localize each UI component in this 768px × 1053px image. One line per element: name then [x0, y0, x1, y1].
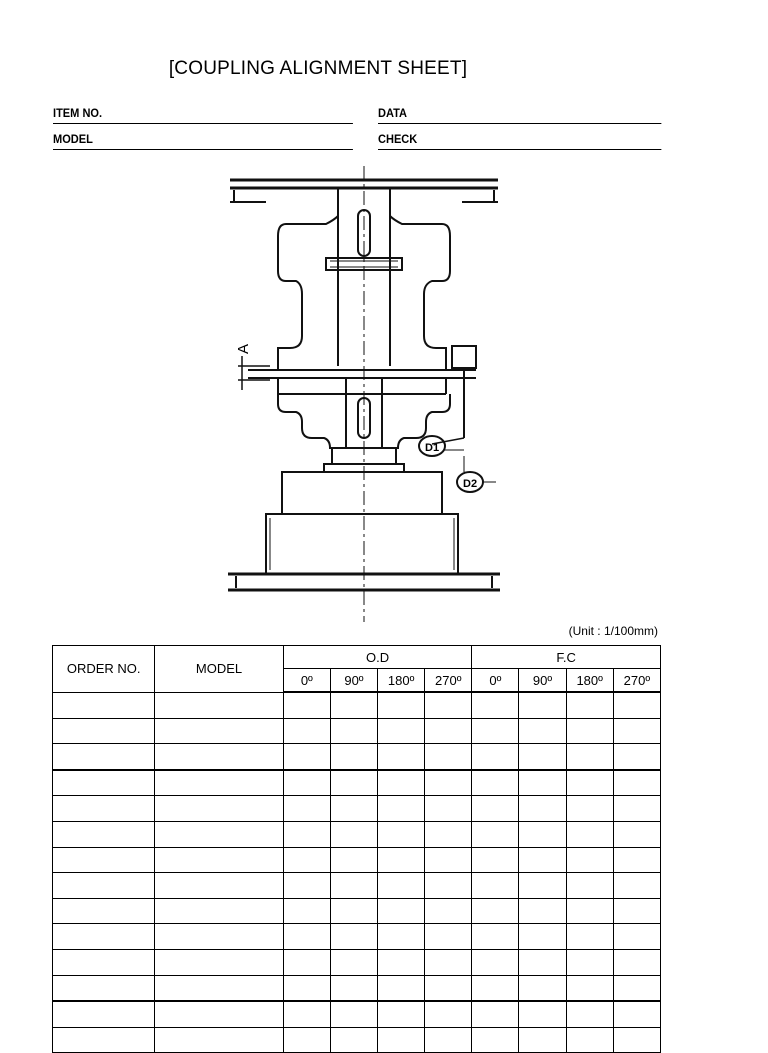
table-cell[interactable]	[155, 898, 283, 924]
od-angle-270: 270º	[425, 669, 472, 693]
table-cell[interactable]	[378, 718, 425, 744]
od-angle-180: 180º	[378, 669, 425, 693]
table-cell[interactable]	[425, 949, 472, 975]
table-row	[53, 898, 661, 924]
table-cell[interactable]	[53, 821, 155, 847]
table-cell[interactable]	[53, 1001, 155, 1027]
table-cell[interactable]	[472, 796, 519, 822]
table-cell[interactable]	[566, 949, 613, 975]
table-cell[interactable]	[425, 924, 472, 950]
table-cell[interactable]	[155, 770, 283, 796]
table-cell[interactable]	[155, 744, 283, 770]
fc-header: F.C	[472, 646, 661, 669]
fc-angle-270: 270º	[613, 669, 660, 693]
table-cell[interactable]	[378, 770, 425, 796]
table-row	[53, 770, 661, 796]
table-cell[interactable]	[330, 821, 377, 847]
table-body	[53, 692, 661, 1053]
table-cell[interactable]	[378, 1001, 425, 1027]
table-cell[interactable]	[472, 847, 519, 873]
table-cell[interactable]	[425, 718, 472, 744]
table-cell[interactable]	[519, 975, 566, 1001]
table-cell[interactable]	[155, 847, 283, 873]
table-cell[interactable]	[155, 975, 283, 1001]
od-angle-90: 90º	[330, 669, 377, 693]
table-cell[interactable]	[472, 949, 519, 975]
page-title: [COUPLING ALIGNMENT SHEET]	[168, 58, 468, 79]
table-cell[interactable]	[566, 1027, 613, 1053]
table-cell[interactable]	[378, 744, 425, 770]
table-cell[interactable]	[283, 692, 330, 718]
table-row	[53, 692, 661, 718]
table-cell[interactable]	[53, 692, 155, 718]
table-cell[interactable]	[283, 898, 330, 924]
table-cell[interactable]	[155, 1027, 283, 1053]
table-cell[interactable]	[155, 924, 283, 950]
table-cell[interactable]	[378, 975, 425, 1001]
table-cell[interactable]	[425, 975, 472, 1001]
table-cell[interactable]	[566, 796, 613, 822]
table-cell[interactable]	[283, 1027, 330, 1053]
table-cell[interactable]	[472, 873, 519, 899]
table-cell[interactable]	[330, 1001, 377, 1027]
table-cell[interactable]	[472, 1027, 519, 1053]
table-cell[interactable]	[53, 949, 155, 975]
table-row	[53, 873, 661, 899]
table-row	[53, 821, 661, 847]
table-cell[interactable]	[283, 770, 330, 796]
table-cell[interactable]	[425, 873, 472, 899]
table-cell[interactable]	[425, 1001, 472, 1027]
table-cell[interactable]	[378, 949, 425, 975]
table-cell[interactable]	[155, 1001, 283, 1027]
dial-2-label: D2	[463, 478, 478, 490]
od-angle-0: 0º	[283, 669, 330, 693]
table-cell[interactable]	[155, 692, 283, 718]
item-no-label: ITEM NO.	[53, 106, 103, 120]
alignment-table	[52, 645, 661, 1053]
table-cell[interactable]	[378, 796, 425, 822]
table-cell[interactable]	[519, 718, 566, 744]
table-cell[interactable]	[330, 975, 377, 1001]
table-cell[interactable]	[330, 770, 377, 796]
data-label: DATA	[378, 106, 408, 120]
table-row	[53, 847, 661, 873]
dimension-a-label: A	[235, 343, 252, 354]
table-cell[interactable]	[472, 718, 519, 744]
table-cell[interactable]	[472, 821, 519, 847]
table-row	[53, 949, 661, 975]
table-cell[interactable]	[613, 949, 660, 975]
table-cell[interactable]	[330, 744, 377, 770]
table-cell[interactable]	[425, 1027, 472, 1053]
model-field[interactable]	[53, 129, 353, 150]
table-cell[interactable]	[425, 770, 472, 796]
table-cell[interactable]	[53, 770, 155, 796]
table-cell[interactable]	[53, 744, 155, 770]
table-cell[interactable]	[283, 1001, 330, 1027]
table-cell[interactable]	[330, 1027, 377, 1053]
table-cell[interactable]	[330, 847, 377, 873]
table-cell[interactable]	[566, 847, 613, 873]
table-cell[interactable]	[519, 924, 566, 950]
table-cell[interactable]	[283, 744, 330, 770]
table-cell[interactable]	[330, 924, 377, 950]
table-cell[interactable]	[566, 718, 613, 744]
table-cell[interactable]	[613, 796, 660, 822]
table-cell[interactable]	[472, 898, 519, 924]
table-cell[interactable]	[519, 847, 566, 873]
table-row	[53, 924, 661, 950]
table-cell[interactable]	[613, 718, 660, 744]
table-cell[interactable]	[472, 770, 519, 796]
table-cell[interactable]	[283, 847, 330, 873]
table-cell[interactable]	[472, 1001, 519, 1027]
table-cell[interactable]	[519, 949, 566, 975]
table-cell[interactable]	[613, 1001, 660, 1027]
table-cell[interactable]	[330, 692, 377, 718]
table-cell[interactable]	[613, 975, 660, 1001]
table-cell[interactable]	[283, 821, 330, 847]
table-cell[interactable]	[53, 796, 155, 822]
fc-angle-180: 180º	[566, 669, 613, 693]
table-cell[interactable]	[519, 692, 566, 718]
table-cell[interactable]	[330, 873, 377, 899]
table-cell[interactable]	[425, 898, 472, 924]
table-cell[interactable]	[53, 847, 155, 873]
table-cell[interactable]	[566, 770, 613, 796]
table-row	[53, 744, 661, 770]
table-cell[interactable]	[613, 873, 660, 899]
table-cell[interactable]	[566, 975, 613, 1001]
table-cell[interactable]	[283, 949, 330, 975]
table-cell[interactable]	[283, 975, 330, 1001]
table-cell[interactable]	[519, 1027, 566, 1053]
table-cell[interactable]	[566, 924, 613, 950]
check-field[interactable]	[378, 129, 661, 150]
table-cell[interactable]	[613, 924, 660, 950]
table-cell[interactable]	[519, 1001, 566, 1027]
table-cell[interactable]	[472, 975, 519, 1001]
coupling-drawing	[226, 166, 506, 626]
table-cell[interactable]	[519, 898, 566, 924]
table-cell[interactable]	[566, 1001, 613, 1027]
table-cell[interactable]	[53, 924, 155, 950]
table-cell[interactable]	[283, 924, 330, 950]
dial-1-label: D1	[425, 442, 440, 454]
table-cell[interactable]	[613, 692, 660, 718]
table-cell[interactable]	[613, 1027, 660, 1053]
table-cell[interactable]	[519, 873, 566, 899]
fc-angle-0: 0º	[472, 669, 519, 693]
table-cell[interactable]	[53, 873, 155, 899]
table-cell[interactable]	[330, 949, 377, 975]
table-cell[interactable]	[330, 718, 377, 744]
table-cell[interactable]	[613, 821, 660, 847]
table-cell[interactable]	[425, 692, 472, 718]
table-cell[interactable]	[378, 847, 425, 873]
table-cell[interactable]	[613, 847, 660, 873]
table-cell[interactable]	[53, 898, 155, 924]
table-cell[interactable]	[378, 924, 425, 950]
table-cell[interactable]	[613, 770, 660, 796]
table-cell[interactable]	[519, 796, 566, 822]
table-cell[interactable]	[566, 821, 613, 847]
table-cell[interactable]	[566, 692, 613, 718]
table-row	[53, 718, 661, 744]
table-cell[interactable]	[283, 718, 330, 744]
table-row	[53, 1001, 661, 1027]
table-cell[interactable]	[519, 770, 566, 796]
table-cell[interactable]	[283, 873, 330, 899]
table-cell[interactable]	[425, 744, 472, 770]
table-cell[interactable]	[566, 873, 613, 899]
table-cell[interactable]	[330, 796, 377, 822]
table-row	[53, 796, 661, 822]
table-cell[interactable]	[155, 949, 283, 975]
table-cell[interactable]	[425, 821, 472, 847]
check-label: CHECK	[378, 132, 418, 146]
table-cell[interactable]	[613, 898, 660, 924]
table-cell[interactable]	[378, 873, 425, 899]
table-cell[interactable]	[519, 744, 566, 770]
table-cell[interactable]	[283, 796, 330, 822]
order-no-header: ORDER NO.	[53, 646, 155, 693]
table-cell[interactable]	[53, 1027, 155, 1053]
table-cell[interactable]	[472, 692, 519, 718]
table-cell[interactable]	[378, 1027, 425, 1053]
table-cell[interactable]	[472, 924, 519, 950]
item-no-field[interactable]	[53, 103, 353, 124]
table-cell[interactable]	[613, 744, 660, 770]
table-cell[interactable]	[425, 796, 472, 822]
data-field[interactable]	[378, 103, 661, 124]
table-cell[interactable]	[472, 744, 519, 770]
table-row	[53, 975, 661, 1001]
model-header: MODEL	[155, 646, 283, 693]
table-cell[interactable]	[155, 796, 283, 822]
model-label: MODEL	[53, 132, 93, 146]
table-cell[interactable]	[519, 821, 566, 847]
table-cell[interactable]	[566, 744, 613, 770]
table-cell[interactable]	[425, 847, 472, 873]
table-cell[interactable]	[330, 898, 377, 924]
table-cell[interactable]	[155, 873, 283, 899]
table-cell[interactable]	[155, 718, 283, 744]
table-cell[interactable]	[378, 821, 425, 847]
table-cell[interactable]	[53, 975, 155, 1001]
table-row	[53, 1027, 661, 1053]
table-cell[interactable]	[378, 898, 425, 924]
unit-note: (Unit : 1/100mm)	[568, 624, 658, 638]
fc-angle-90: 90º	[519, 669, 566, 693]
table-cell[interactable]	[53, 718, 155, 744]
od-header: O.D	[283, 646, 472, 669]
table-cell[interactable]	[566, 898, 613, 924]
table-cell[interactable]	[378, 692, 425, 718]
table-cell[interactable]	[155, 821, 283, 847]
